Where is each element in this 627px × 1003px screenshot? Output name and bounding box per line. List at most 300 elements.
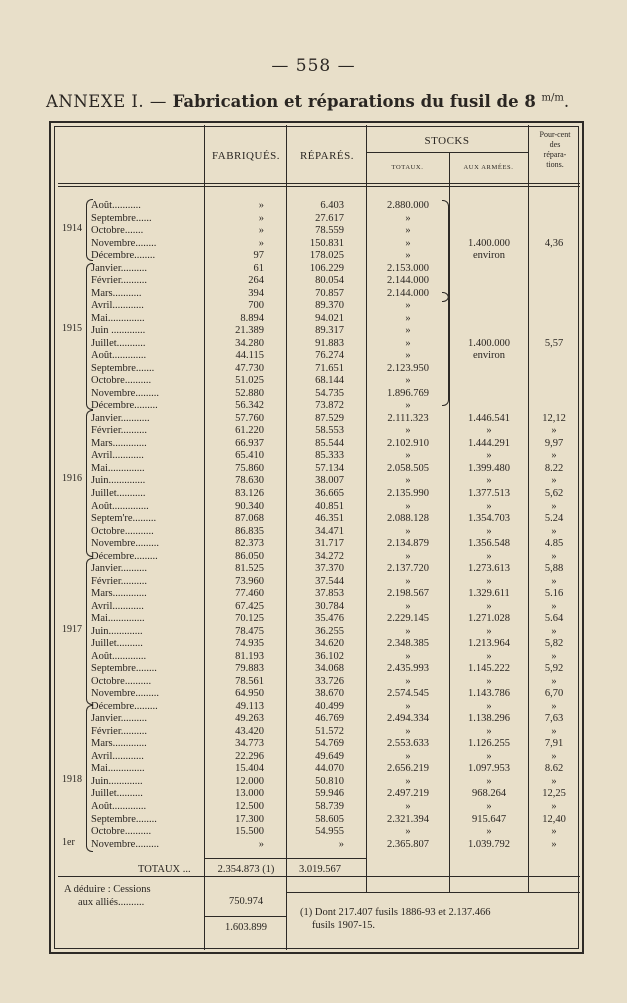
row-repares: 36.665 — [315, 488, 344, 499]
row-fabriques: 78.630 — [235, 475, 264, 487]
row-pourcent: 7,63 — [544, 713, 564, 725]
row-stock-totaux: » — [405, 775, 411, 787]
row-fabriques: 17.300 — [235, 813, 264, 825]
row-pourcent — [529, 400, 579, 412]
row-pourcent: » — [551, 675, 557, 687]
row-month: Octobre.......... — [91, 375, 152, 387]
row-stock-totaux: » — [405, 575, 411, 587]
row-fabriques: 77.460 — [235, 588, 264, 600]
row-stock-armees: » — [486, 525, 492, 537]
row-month: Avril............ — [91, 600, 144, 612]
row-fabriques: 79.883 — [235, 663, 264, 675]
header-repares: RÉPARÉS. — [299, 150, 355, 162]
row-stock-armees: 1.145.222 — [468, 663, 510, 675]
col-rule-rep — [286, 125, 287, 950]
row-fabriques: 65.410 — [235, 450, 264, 462]
row-month: Janvier.......... — [91, 563, 147, 575]
row-month: Mars............. — [91, 738, 147, 750]
header-aux-armees: AUX ARMÉES. — [463, 164, 514, 171]
row-month: Décembre......... — [91, 400, 158, 412]
row-pourcent — [529, 388, 579, 400]
row-stock-totaux: 2.494.334 — [387, 713, 429, 725]
row-stock-totaux: » — [405, 450, 411, 462]
row-stock-armees: environ — [472, 250, 506, 262]
row-month: Septembre....... — [91, 362, 155, 374]
row-month: Décembre........ — [91, 250, 156, 262]
row-fabriques: » — [258, 237, 264, 249]
row-pourcent: 12,25 — [542, 788, 566, 800]
row-stock-armees: 1.354.703 — [468, 513, 510, 524]
row-month: Juillet.......... — [91, 638, 143, 650]
row-repares: 58.605 — [315, 813, 344, 825]
row-month: Juin.............. — [91, 475, 146, 487]
row-stock-totaux: » — [405, 550, 411, 562]
title-subject: Fabrication et réparations du fusil de 8 — [172, 92, 542, 111]
row-stock-armees — [450, 275, 528, 287]
header-rule-2 — [58, 186, 580, 187]
row-stock-totaux: » — [405, 212, 411, 224]
row-stock-totaux: » — [405, 700, 411, 712]
row-repares: 34.620 — [315, 638, 344, 650]
row-stock-totaux: » — [405, 337, 411, 349]
footnote-line: fusils 1907-15. — [312, 920, 375, 931]
page-title — [46, 92, 606, 111]
row-stock-totaux: 2.553.633 — [387, 738, 429, 750]
row-month: Février.......... — [91, 575, 147, 587]
row-month: Novembre......... — [91, 838, 159, 850]
row-month: Septembre........ — [91, 813, 157, 825]
row-stock-totaux: » — [405, 725, 411, 737]
year-label: 1915 — [62, 323, 82, 335]
row-stock-armees: 1.143.786 — [468, 688, 510, 700]
year-label: 1918 — [62, 773, 82, 785]
row-stock-armees: 1.329.611 — [468, 588, 510, 600]
row-month: Avril............ — [91, 300, 144, 312]
row-pourcent: 5,88 — [544, 563, 564, 575]
row-stock-totaux: 2.144.000 — [387, 275, 429, 287]
row-repares: 85.333 — [315, 450, 344, 462]
row-pourcent: 8.62 — [544, 763, 564, 775]
footnote — [300, 906, 580, 932]
row-fabriques: 74.935 — [235, 638, 264, 650]
deduct-fab: 750.974 — [228, 896, 264, 907]
row-stock-totaux: 2.229.145 — [387, 613, 429, 625]
row-fabriques: 61.220 — [235, 425, 264, 437]
year-label: 1917 — [62, 623, 82, 635]
row-stock-armees: 1.039.792 — [468, 838, 510, 850]
row-repares: 54.735 — [315, 387, 344, 399]
row-stock-totaux: » — [405, 375, 411, 387]
row-fabriques: 90.340 — [235, 500, 264, 512]
row-pourcent: 5,62 — [544, 488, 564, 499]
row-pourcent — [529, 325, 579, 337]
row-month: Août........... — [91, 200, 141, 211]
row-pourcent: 5,82 — [544, 638, 564, 650]
row-pourcent: » — [551, 550, 557, 562]
row-pourcent — [529, 225, 579, 237]
row-month: Juillet........... — [91, 488, 146, 499]
row-fabriques: » — [258, 200, 264, 211]
header-pourcent-line: tions. — [546, 160, 564, 169]
row-fabriques: 66.937 — [235, 437, 264, 449]
row-repares: 46.351 — [315, 513, 344, 524]
row-stock-totaux: 2.321.394 — [387, 813, 429, 825]
row-fabriques: 47.730 — [235, 362, 264, 374]
row-stock-armees — [450, 200, 528, 212]
row-pourcent: » — [551, 750, 557, 762]
row-month: Novembre......... — [91, 387, 159, 399]
row-pourcent: 4,36 — [544, 237, 564, 249]
row-stock-armees: » — [486, 801, 492, 812]
row-repares: 85.544 — [315, 437, 344, 449]
row-stock-armees — [450, 375, 528, 387]
row-stock-totaux: » — [405, 625, 411, 637]
deduct-rule — [58, 876, 580, 877]
row-pourcent: 6,70 — [544, 688, 564, 700]
row-stock-totaux: 2.365.807 — [387, 838, 429, 850]
row-stock-armees — [450, 288, 528, 300]
year-label: 1916 — [62, 473, 82, 485]
row-fabriques: 44.115 — [235, 350, 264, 362]
row-stock-totaux: » — [405, 250, 411, 262]
row-stock-armees — [450, 400, 528, 412]
row-fabriques: 81.525 — [235, 563, 264, 575]
row-month: Novembre......... — [91, 538, 159, 549]
row-pourcent — [529, 313, 579, 325]
row-month: Septembre........ — [91, 663, 157, 675]
row-repares: 70.857 — [315, 287, 344, 299]
totals-rule — [204, 858, 366, 859]
row-fabriques: 264 — [248, 275, 264, 287]
row-stock-armees: 968.264 — [471, 788, 507, 800]
row-stock-totaux: 2.153.000 — [387, 262, 429, 274]
row-stock-armees — [450, 300, 528, 312]
row-month: Novembre........ — [91, 237, 157, 249]
row-month: Octobre.......... — [91, 675, 152, 687]
row-month: Avril............ — [91, 750, 144, 762]
row-stock-totaux: 2.497.219 — [387, 788, 429, 800]
row-stock-totaux: » — [405, 525, 411, 537]
row-repares: 94.021 — [315, 312, 344, 324]
row-month: Novembre......... — [91, 688, 159, 700]
row-fabriques: 49.113 — [235, 700, 264, 712]
row-month: Mai.............. — [91, 462, 145, 474]
row-stock-armees: » — [486, 600, 492, 612]
row-pourcent — [529, 350, 579, 362]
row-repares: 91.883 — [315, 337, 344, 349]
row-pourcent — [529, 363, 579, 375]
row-month: Septem're......... — [91, 513, 157, 524]
row-repares: 51.572 — [315, 725, 344, 737]
row-repares: 68.144 — [315, 375, 344, 387]
row-repares: 37.853 — [315, 588, 344, 600]
row-pourcent: 5,57 — [544, 337, 564, 349]
row-fabriques: 43.420 — [235, 725, 264, 737]
row-stock-armees: » — [486, 700, 492, 712]
row-stock-totaux: 2.135.990 — [387, 488, 429, 499]
header-totaux: TOTAUX. — [391, 164, 424, 171]
row-repares: 71.651 — [315, 362, 344, 374]
row-month: Août............. — [91, 650, 147, 662]
row-fabriques: 86.835 — [235, 525, 264, 537]
row-pourcent — [529, 288, 579, 300]
row-repares: 6.403 — [320, 200, 344, 211]
row-stock-armees: 1.271.028 — [468, 613, 510, 625]
row-month: Août............. — [91, 350, 147, 362]
row-repares: 46.769 — [315, 713, 344, 725]
row-month: Avril............ — [91, 450, 144, 462]
row-repares: 89.317 — [315, 325, 344, 337]
row-month: Janvier........... — [91, 412, 150, 424]
row-fabriques: 87.068 — [235, 513, 264, 524]
header-pourcent-line: répara- — [543, 150, 567, 159]
row-stock-armees: 1.126.255 — [468, 738, 510, 750]
page-number: — 558 — — [271, 56, 356, 76]
row-stock-totaux: » — [405, 237, 411, 249]
row-month: Octobre....... — [91, 225, 144, 236]
row-fabriques: » — [258, 212, 264, 224]
row-pourcent — [529, 200, 579, 212]
row-fabriques: » — [258, 225, 264, 236]
row-stock-armees — [450, 225, 528, 237]
row-month: Octobre.......... — [91, 826, 152, 837]
net-rule — [204, 916, 286, 917]
title-annexe: ANNEXE I. — — [46, 92, 173, 111]
row-stock-totaux: 2.144.000 — [387, 287, 429, 299]
row-fabriques: 61 — [253, 262, 264, 274]
row-stock-totaux: 2.198.567 — [387, 588, 429, 600]
row-fabriques: 13.000 — [235, 788, 264, 800]
deduct-label-2: aux alliés.......... — [78, 897, 145, 908]
header-rule — [58, 183, 580, 184]
row-pourcent: 5.64 — [544, 613, 564, 625]
row-pourcent: » — [551, 725, 557, 737]
row-month: Août.............. — [91, 500, 149, 512]
row-fabriques: 51.025 — [235, 375, 264, 387]
row-repares: 58.553 — [315, 425, 344, 437]
row-month: Octobre........... — [91, 525, 154, 537]
row-repares: » — [338, 838, 344, 850]
row-fabriques: 12.500 — [235, 801, 264, 812]
row-month: Février.......... — [91, 725, 147, 737]
row-stock-totaux: 2.123.950 — [387, 362, 429, 374]
row-stock-armees — [450, 213, 528, 225]
row-stock-armees: 1.399.480 — [468, 462, 510, 474]
row-stock-totaux: 2.058.505 — [387, 462, 429, 474]
row-repares: 38.007 — [315, 475, 344, 487]
header-pourcent-line: des — [549, 140, 561, 149]
row-stock-totaux: » — [405, 350, 411, 362]
title-end: . — [563, 92, 570, 111]
row-stock-totaux: 2.574.545 — [387, 688, 429, 700]
row-repares: 59.946 — [315, 788, 344, 800]
row-stock-totaux: » — [405, 475, 411, 487]
row-stock-totaux: » — [405, 400, 411, 412]
row-stock-armees: 915.647 — [471, 813, 507, 825]
row-repares: 31.717 — [315, 538, 344, 549]
row-fabriques: 52.880 — [235, 387, 264, 399]
row-fabriques: 56.342 — [235, 400, 264, 412]
row-month: Mars............. — [91, 437, 147, 449]
year-label: 1914 — [62, 223, 82, 234]
row-stock-totaux: 2.134.879 — [387, 538, 429, 549]
row-stock-totaux: 2.435.993 — [387, 663, 429, 675]
row-repares: 49.649 — [315, 750, 344, 762]
row-repares: 73.872 — [315, 400, 344, 412]
stocks-rule — [366, 152, 528, 153]
row-repares: 80.054 — [315, 275, 344, 287]
row-repares: 87.529 — [315, 412, 344, 424]
totals-rep: 3.019.567 — [299, 864, 341, 875]
row-month: Juin............. — [91, 775, 143, 787]
col-rule-fab — [204, 125, 205, 950]
col-rule-stocks — [366, 125, 367, 892]
row-fabriques: 82.373 — [235, 538, 264, 549]
row-stock-armees: » — [486, 650, 492, 662]
row-pourcent — [529, 275, 579, 287]
row-stock-totaux: » — [405, 225, 411, 236]
row-stock-totaux: » — [405, 500, 411, 512]
header-pourcent — [528, 130, 582, 170]
row-fabriques: 83.126 — [235, 488, 264, 499]
row-pourcent: » — [551, 838, 557, 850]
row-fabriques: 22.296 — [235, 750, 264, 762]
row-repares: 57.134 — [315, 462, 344, 474]
row-stock-totaux: 2.348.385 — [387, 638, 429, 650]
row-repares: 34.471 — [315, 525, 344, 537]
row-fabriques: 15.404 — [235, 763, 264, 775]
row-repares: 150.831 — [309, 237, 344, 249]
row-pourcent — [529, 300, 579, 312]
row-pourcent: » — [551, 826, 557, 837]
row-fabriques: 15.500 — [235, 826, 264, 837]
row-stock-armees: 1.213.964 — [468, 638, 510, 650]
row-stock-armees: 1.097.953 — [468, 763, 510, 775]
year-label: 1er — [62, 836, 75, 848]
row-repares: 37.544 — [315, 575, 344, 587]
row-repares: 58.739 — [315, 801, 344, 812]
row-month: Décembre......... — [91, 700, 158, 712]
row-stock-totaux: » — [405, 600, 411, 612]
row-stock-totaux: » — [405, 425, 411, 437]
row-fabriques: 21.389 — [235, 325, 264, 337]
row-repares: 36.102 — [315, 650, 344, 662]
row-stock-totaux: 2.111.323 — [387, 412, 429, 424]
row-fabriques: 75.860 — [235, 462, 264, 474]
row-stock-armees: 1.356.548 — [468, 538, 510, 549]
row-fabriques: 81.193 — [235, 650, 264, 662]
row-fabriques: 57.760 — [235, 412, 264, 424]
row-repares: 89.370 — [315, 300, 344, 312]
row-fabriques: 78.475 — [235, 625, 264, 637]
row-stock-totaux: 2.880.000 — [387, 200, 429, 211]
row-pourcent — [529, 375, 579, 387]
header-pourcent-line: Pour-cent — [539, 130, 571, 139]
header-fabriques: FABRIQUÉS. — [211, 150, 281, 162]
row-fabriques: 34.773 — [235, 738, 264, 750]
row-pourcent: » — [551, 625, 557, 637]
row-month: Mai.............. — [91, 312, 145, 324]
row-month: Juillet.......... — [91, 788, 143, 800]
row-stock-totaux: » — [405, 826, 411, 837]
row-month: Février.......... — [91, 275, 147, 287]
row-repares: 76.274 — [315, 350, 344, 362]
footnote-line: (1) Dont 217.407 fusils 1886-93 et 2.137.466 — [300, 907, 491, 918]
row-fabriques: 70.125 — [235, 613, 264, 625]
row-fabriques: 67.425 — [235, 600, 264, 612]
row-repares: 37.370 — [315, 563, 344, 575]
row-repares: 27.617 — [315, 212, 344, 224]
row-stock-armees: 1.400.000 — [468, 337, 510, 349]
row-month: Mars............. — [91, 588, 147, 600]
row-pourcent: » — [551, 700, 557, 712]
row-stock-armees: 1.400.000 — [468, 237, 510, 249]
row-stock-armees: 1.377.513 — [468, 488, 510, 499]
row-month: Juillet........... — [91, 337, 146, 349]
row-repares: 34.068 — [315, 663, 344, 675]
row-fabriques: 64.950 — [235, 688, 264, 700]
row-stock-armees: » — [486, 450, 492, 462]
row-pourcent: » — [551, 801, 557, 812]
row-repares: 35.476 — [315, 613, 344, 625]
row-fabriques: 73.960 — [235, 575, 264, 587]
row-month: Janvier.......... — [91, 713, 147, 725]
row-stock-armees: 1.446.541 — [468, 412, 510, 424]
row-pourcent: » — [551, 775, 557, 787]
row-pourcent — [529, 250, 579, 262]
row-repares: 34.272 — [315, 550, 344, 562]
row-month: Mars........... — [91, 287, 142, 299]
row-stock-armees: » — [486, 750, 492, 762]
net-fab: 1.603.899 — [225, 922, 267, 933]
row-pourcent: 12,40 — [542, 813, 566, 825]
row-pourcent: 5.16 — [544, 588, 564, 600]
row-pourcent: » — [551, 425, 557, 437]
row-stock-totaux: » — [405, 801, 411, 812]
row-stock-armees — [450, 263, 528, 275]
row-stock-armees: » — [486, 475, 492, 487]
totals-fab: 2.354.873 (1) — [217, 864, 275, 875]
row-stock-totaux: 1.896.769 — [387, 387, 429, 399]
row-stock-armees — [450, 313, 528, 325]
row-month: Septembre...... — [91, 212, 152, 224]
row-pourcent — [529, 213, 579, 225]
row-repares: 54.769 — [315, 738, 344, 750]
row-stock-armees: » — [486, 625, 492, 637]
row-stock-armees — [450, 388, 528, 400]
row-fabriques: 49.263 — [235, 713, 264, 725]
row-stock-armees — [450, 363, 528, 375]
row-stock-totaux: » — [405, 312, 411, 324]
row-pourcent: » — [551, 600, 557, 612]
row-fabriques: » — [258, 838, 264, 850]
row-repares: 40.499 — [315, 700, 344, 712]
row-fabriques: 86.050 — [235, 550, 264, 562]
row-stock-totaux: » — [405, 300, 411, 312]
row-repares: 36.255 — [315, 625, 344, 637]
row-fabriques: 97 — [253, 250, 264, 262]
row-stock-armees: » — [486, 826, 492, 837]
row-repares: 50.810 — [315, 775, 344, 787]
row-repares: 44.070 — [315, 763, 344, 775]
row-pourcent — [529, 263, 579, 275]
row-repares: 30.784 — [315, 600, 344, 612]
row-stock-totaux: » — [405, 650, 411, 662]
row-repares: 38.670 — [315, 688, 344, 700]
row-stock-armees — [450, 325, 528, 337]
deduct-label-1: A déduire : Cessions — [64, 884, 151, 895]
row-stock-totaux: » — [405, 325, 411, 337]
